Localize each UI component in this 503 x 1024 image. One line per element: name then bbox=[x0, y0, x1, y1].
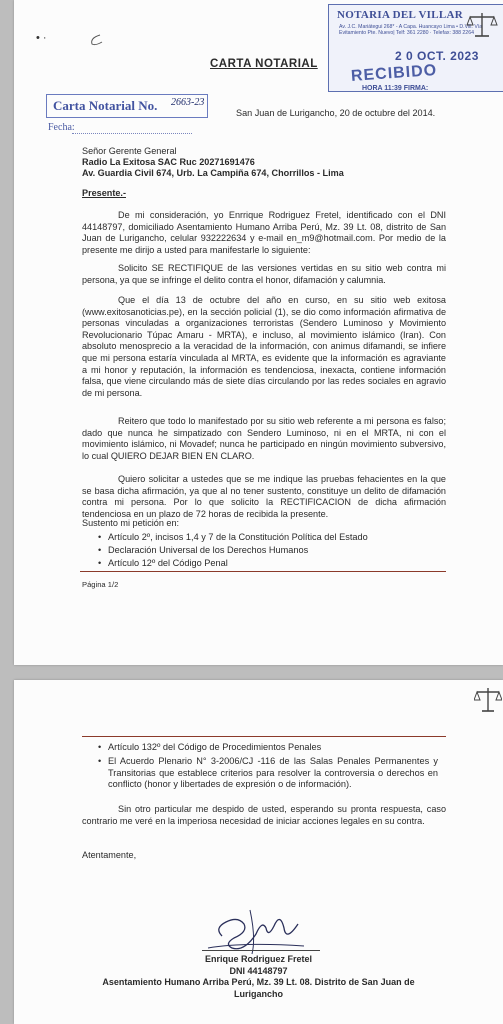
place-date: San Juan de Lurigancho, 20 de octubre del 2014. bbox=[236, 108, 436, 118]
document-title: CARTA NOTARIAL bbox=[210, 58, 318, 70]
stamp-hour-signature: HORA 11:39 FIRMA: bbox=[362, 85, 429, 92]
footer-divider bbox=[80, 571, 446, 572]
addressee-block bbox=[82, 146, 344, 179]
signatory-block bbox=[14, 954, 503, 1000]
page-number: Página 1/2 bbox=[82, 580, 119, 589]
addressee-line-2: Radio La Exitosa SAC Ruc 20271691476 bbox=[82, 157, 255, 167]
signatory-name: Enrique Rodriguez Fretel bbox=[204, 954, 312, 964]
addressee-line-1: Señor Gerente General bbox=[82, 146, 177, 156]
signatory-address: Asentamiento Humano Arriba Perú, Mz. 39 Lt. 08. Distrito de San Juan de bbox=[102, 977, 415, 987]
legal-basis-item: • Artículo 12º del Código Penal bbox=[98, 558, 228, 568]
presente-heading: Presente.- bbox=[82, 188, 126, 198]
fecha-line bbox=[72, 133, 192, 134]
legal-basis-item: • El Acuerdo Plenario N° 3-2006/CJ -116 de las Salas Penales Permanentes y Transitorias que establece criterios para resolver la controversia o derechos en conflicto (honor y libertades de expresión o de información). bbox=[98, 756, 438, 790]
letter-page-1 bbox=[14, 0, 503, 665]
handwritten-mark-icon bbox=[86, 32, 108, 48]
regards: Atentamente, bbox=[82, 850, 137, 860]
carta-notarial-label: Carta Notarial No. bbox=[53, 98, 158, 113]
legal-basis-item: • Declaración Universal de los Derechos Humanos bbox=[98, 545, 309, 555]
carta-notarial-number-box bbox=[46, 94, 208, 118]
closing-paragraph: Sin otro particular me despido de usted, esperando su pronta respuesta, caso contrario me veré en la imperiosa necesidad de iniciar acciones legales en su contra. bbox=[82, 804, 446, 826]
fecha-label: Fecha: bbox=[48, 122, 75, 133]
signatory-dni: DNI 44148797 bbox=[229, 965, 288, 976]
stamp-received: RECIBIDO bbox=[350, 62, 438, 85]
stamp-date: 2 0 OCT. 2023 bbox=[395, 49, 479, 63]
paragraph-denial: Reitero que todo lo manifestado por su sitio web referente a mi persona es falso; dado que nunca he simpatizado con Sendero Luminoso, ni en el MRTA, ni con el movimiento islámico, ni Movadef; nunca he participado en ningún movimiento subversivo, lo cual QUIERO DEJAR BIEN EN CLARO. bbox=[82, 416, 446, 461]
paragraph-request: Solicito SE RECTIFIQUE de las versiones vertidas en su sitio web contra mi persona, ya que se infringe el delito contra el honor, difamación y calumnia. bbox=[82, 263, 446, 285]
signatory-address-district: Lurigancho bbox=[234, 988, 283, 999]
stamp-notary-name: NOTARIA DEL VILLAR bbox=[337, 9, 464, 21]
scan-mark: • · bbox=[36, 32, 47, 44]
paragraph-facts: Que el día 13 de octubre del año en curso, en su sitio web exitosa (www.exitosanoticias.pe), en la sección policial (1), se dio como información afirmativa de personas vinculadas a organizaciones terroristas (Sendero Luminoso y Movimiento Revolucionario Túpac Amaru - MRTA), e incluso, al movimiento islámico (Iran). Con absoluto menosprecio a la veracidad de la información, con animus difamandi, se infiere que mi persona estaría vinculada al MRTA, es evidente que la información es agraviante a mi honor y reputación, la información es tendenciosa, inexacta, contiene información falsa, que viene circulando más de siete días circulando por las redes sociales en agravio de mi persona. bbox=[82, 295, 446, 398]
signature-line bbox=[202, 950, 320, 951]
scales-of-justice-icon bbox=[466, 10, 498, 40]
legal-basis-item: • Artículo 132º del Código de Procedimientos Penales bbox=[98, 742, 322, 752]
paragraph-intro: De mi consideración, yo Enrrique Rodriguez Fretel, identificado con el DNI 44148797, domiciliado Asentamiento Humano Arriba Perú, Mz. 39 Lt. 08, distrito de San Juan de Lurigancho, celular 932222634 y e-mail en_m9@hotmail.com. Por medio de la presente me dirijo a usted para manifestarle lo siguiente: bbox=[82, 210, 446, 255]
header-divider bbox=[82, 736, 446, 737]
paragraph-solicitud: Quiero solicitar a ustedes que se me indique las pruebas fehacientes en la que se basa dicha afirmación, ya que al no tener sustento, constituye un delito de difamación contra mi persona. Por lo que solicito la RECTIFICACION de dicha afirmación tendenciosa en un plazo de 72 horas de recibida la presente. bbox=[82, 474, 446, 519]
letter-page-2 bbox=[14, 680, 503, 1024]
carta-notarial-number: 2663-23 bbox=[171, 97, 205, 108]
paragraph-sustento: Sustento mi petición en: bbox=[82, 518, 180, 528]
scales-of-justice-icon bbox=[474, 686, 502, 714]
legal-basis-item: • Artículo 2º, incisos 1,4 y 7 de la Constitución Política del Estado bbox=[98, 532, 368, 542]
stamp-address: Av. J.C. Mariátegui 268* - A Capa. Huancayo Lima • D.Vill. Vía Evitamiento Pte. Nuevo| Telf: 361 2280 · Telefax: 388 2264 bbox=[339, 24, 483, 37]
addressee-line-3: Av. Guardia Civil 674, Urb. La Campiña 674, Chorrillos - Lima bbox=[82, 168, 344, 178]
